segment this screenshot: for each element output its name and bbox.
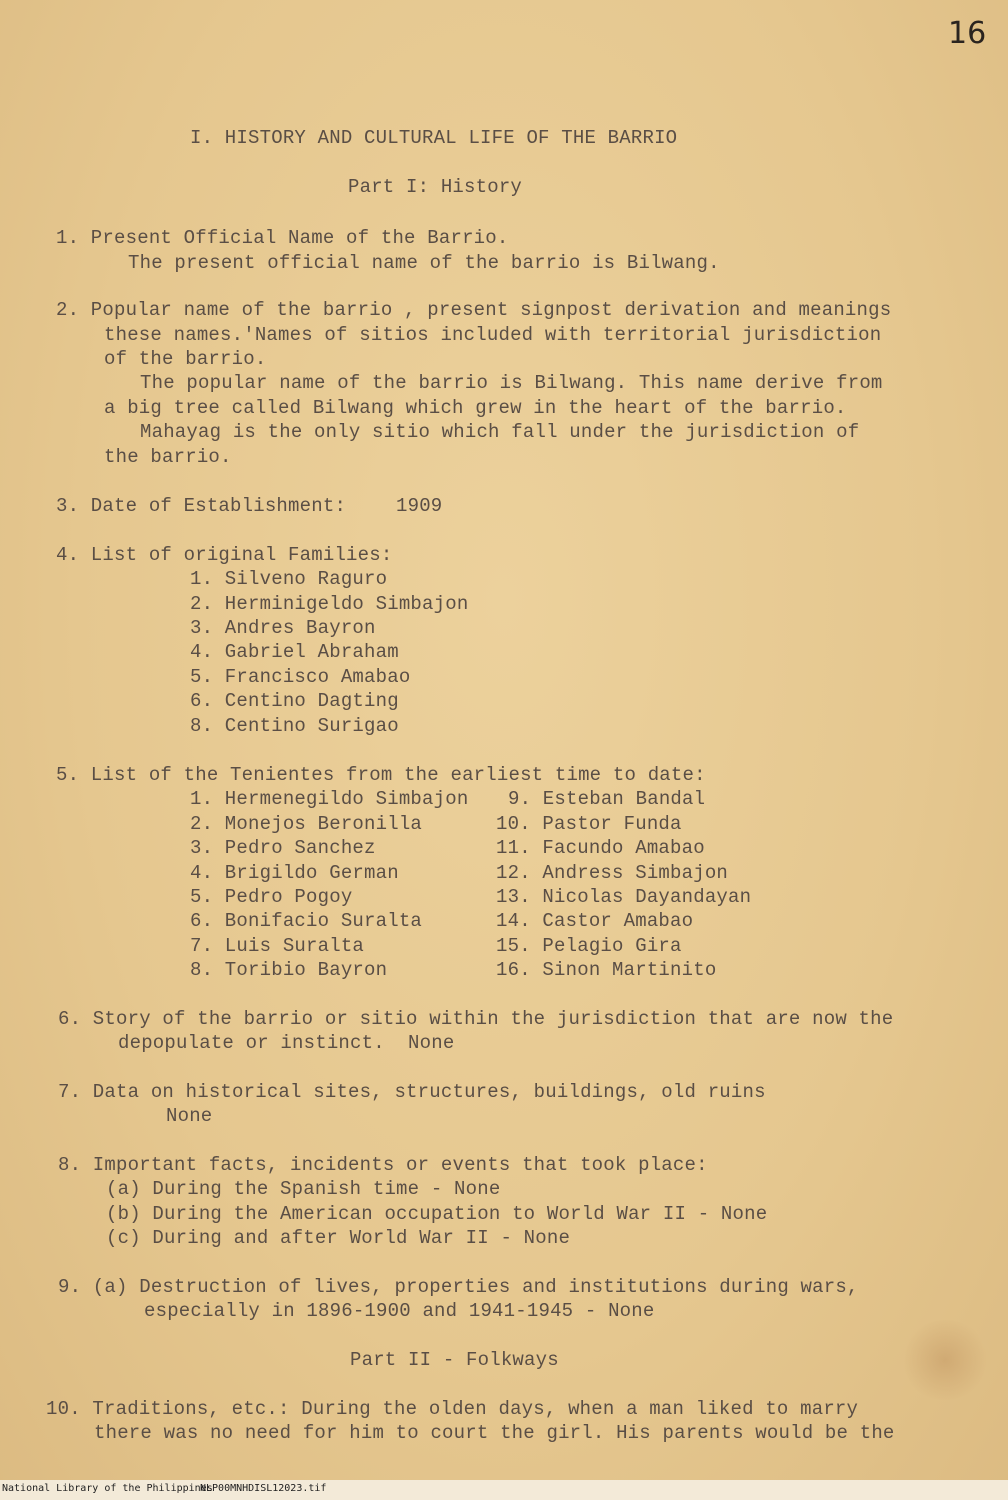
family-item: 3. Andres Bayron: [190, 617, 376, 639]
item9-line: 9. (a) Destruction of lives, properties and institutions during wars,: [58, 1276, 859, 1298]
item3-year: 1909: [396, 495, 443, 517]
teniente-item: 12. Andress Simbajon: [496, 862, 729, 884]
teniente-item: 14. Castor Amabao: [496, 910, 694, 932]
teniente-item: 10. Pastor Funda: [496, 813, 682, 835]
family-item: 4. Gabriel Abraham: [190, 641, 399, 663]
document-title: I. HISTORY AND CULTURAL LIFE OF THE BARRIO: [190, 127, 678, 149]
item1-body: The present official name of the barrio is Bilwang.: [128, 252, 720, 274]
teniente-item: 9. Esteban Bandal: [508, 788, 706, 810]
item9-line: especially in 1896-1900 and 1941-1945 - None: [144, 1300, 655, 1322]
teniente-item: 13. Nicolas Dayandayan: [496, 886, 752, 908]
item1-heading: 1. Present Official Name of the Barrio.: [56, 227, 509, 249]
item2-line: the barrio.: [104, 446, 232, 468]
teniente-item: 16. Sinon Martinito: [496, 959, 717, 981]
family-item: 5. Francisco Amabao: [190, 666, 411, 688]
part1-heading: Part I: History: [348, 176, 523, 198]
item2-line: The popular name of the barrio is Bilwang. This name derive from: [140, 372, 883, 394]
item6-line: 6. Story of the barrio or sitio within the jurisdiction that are now the: [58, 1008, 894, 1030]
item10-line: 10. Traditions, etc.: During the olden days, when a man liked to marry: [46, 1398, 859, 1420]
family-item: 2. Herminigeldo Simbajon: [190, 593, 469, 615]
item8-b: (b) During the American occupation to World War II - None: [106, 1203, 768, 1225]
item2-line: a big tree called Bilwang which grew in the heart of the barrio.: [104, 397, 847, 419]
item2-line: these names.'Names of sitios included with territorial jurisdiction: [104, 324, 882, 346]
item7-line: 7. Data on historical sites, structures, buildings, old ruins: [58, 1081, 766, 1103]
teniente-item: 2. Monejos Beronilla: [190, 813, 423, 835]
teniente-item: 15. Pelagio Gira: [496, 935, 682, 957]
family-item: 8. Centino Surigao: [190, 715, 399, 737]
item8-a: (a) During the Spanish time - None: [106, 1178, 501, 1200]
teniente-item: 1. Hermenegildo Simbajon: [190, 788, 469, 810]
item8-heading: 8. Important facts, incidents or events that took place:: [58, 1154, 708, 1176]
teniente-item: 3. Pedro Sanchez: [190, 837, 376, 859]
footer-library: National Library of the Philippines: [2, 1483, 213, 1494]
item10-line: there was no need for him to court the girl. His parents would be the: [94, 1422, 895, 1444]
item2-line: 2. Popular name of the barrio , present signpost derivation and meanings: [56, 299, 892, 321]
family-item: 6. Centino Dagting: [190, 690, 399, 712]
teniente-item: 5. Pedro Pogoy: [190, 886, 353, 908]
teniente-item: 7. Luis Suralta: [190, 935, 365, 957]
item7-line: None: [166, 1105, 213, 1127]
item6-line: depopulate or instinct. None: [118, 1032, 455, 1054]
footer-filename: NLP00MNHDISL12023.tif: [200, 1483, 327, 1494]
teniente-item: 8. Toribio Bayron: [190, 959, 388, 981]
teniente-item: 6. Bonifacio Suralta: [190, 910, 423, 932]
paper-stain: [900, 1320, 990, 1400]
item4-heading: 4. List of original Families:: [56, 544, 393, 566]
page-number: 16: [948, 16, 987, 51]
scan-footer: [0, 1480, 1008, 1500]
teniente-item: 4. Brigildo German: [190, 862, 399, 884]
teniente-item: 11. Facundo Amabao: [496, 837, 705, 859]
item5-heading: 5. List of the Tenientes from the earliest time to date:: [56, 764, 706, 786]
part2-heading: Part II - Folkways: [350, 1349, 559, 1371]
item3-label: 3. Date of Establishment:: [56, 495, 347, 517]
item2-line: of the barrio.: [104, 348, 267, 370]
item2-line: Mahayag is the only sitio which fall under the jurisdiction of: [140, 421, 860, 443]
family-item: 1. Silveno Raguro: [190, 568, 388, 590]
item8-c: (c) During and after World War II - None: [106, 1227, 571, 1249]
